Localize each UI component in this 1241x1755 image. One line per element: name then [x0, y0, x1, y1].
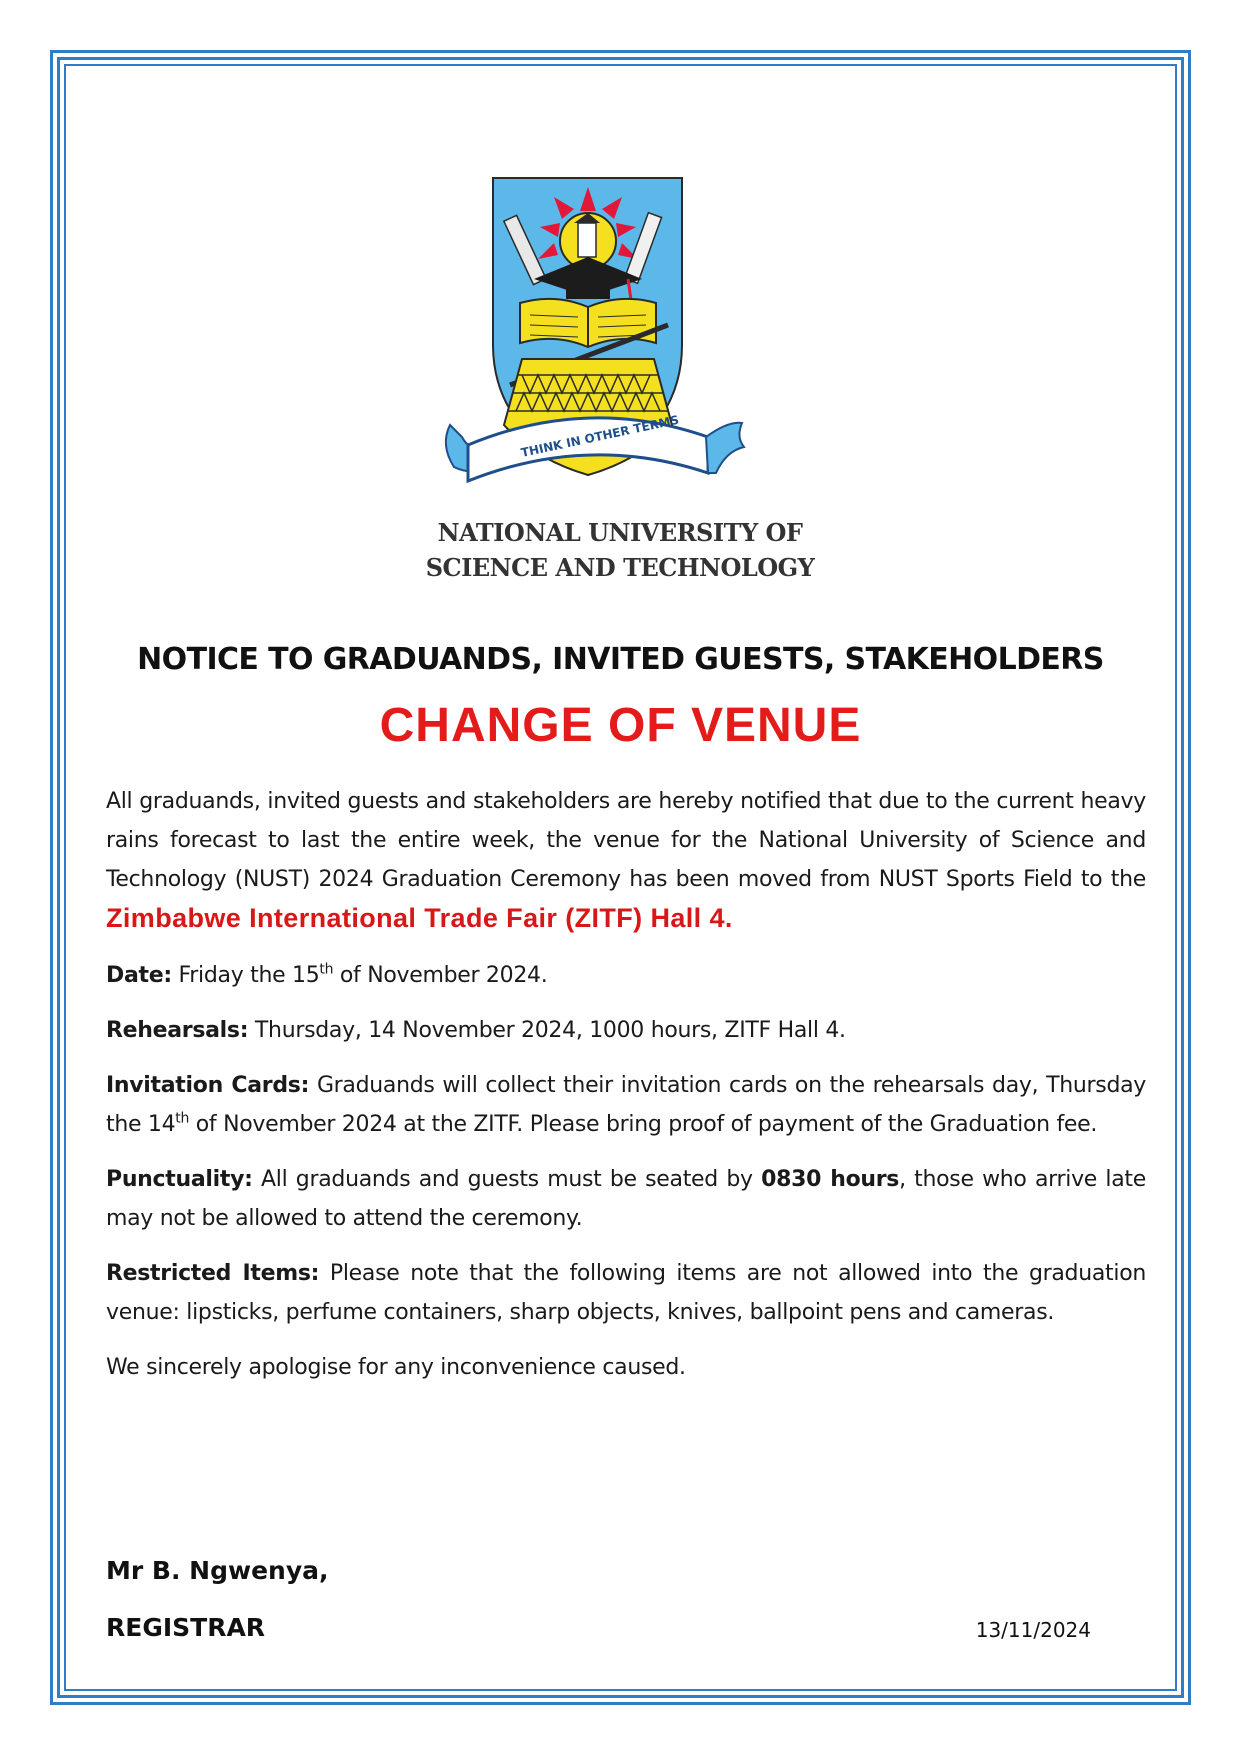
punctuality-label: Punctuality: [106, 1167, 253, 1192]
restricted-label: Restricted Items: [106, 1261, 320, 1286]
date-label: Date: [106, 963, 172, 988]
apology-paragraph [106, 1348, 1146, 1387]
punctuality-time: 0830 hours [761, 1167, 900, 1192]
notice-heading: NOTICE TO GRADUANDS, INVITED GUESTS, STAKEHOLDERS [137, 642, 1104, 677]
university-name-line2: SCIENCE AND TECHNOLOGY [425, 553, 815, 582]
university-name-line1: NATIONAL UNIVERSITY OF [437, 518, 803, 547]
invitation-label: Invitation Cards: [106, 1073, 310, 1098]
restricted-text: Please note that the following items are not allowed into the graduation venue: lipsticks, perfume containers, sharp objects, knives, ballpoint pens and cameras. [106, 1261, 1146, 1325]
intro-text: All graduands, invited guests and stakeholders are hereby notified that due to the current heavy rains forecast to last the entire week, the venue for the National University of Science and Technology (NUST) 2024 Graduation Ceremony has been moved from NUST Sports Field to the [106, 789, 1146, 892]
date-sup: th [319, 961, 334, 978]
rehearsals-label: Rehearsals: [106, 1018, 249, 1043]
invitation-text-pre: Graduands will collect their invitation cards on the rehearsals day, Thursday the 14 [106, 1073, 1147, 1137]
notice-date: 13/11/2024 [975, 1618, 1091, 1642]
restricted-paragraph [106, 1254, 1146, 1332]
punctuality-text-pre: All graduands and guests must be seated by [261, 1167, 753, 1192]
date-text-pre: Friday the 15 [178, 963, 320, 988]
rehearsals-paragraph [106, 1011, 1146, 1050]
notice-body [106, 782, 1146, 1403]
punctuality-paragraph [106, 1160, 1146, 1238]
new-venue-text: Zimbabwe International Trade Fair (ZITF) Hall 4. [106, 903, 733, 933]
motto-ribbon-text [410, 175, 840, 505]
motto-text: THINK IN OTHER TERMS [519, 412, 681, 460]
date-paragraph [106, 956, 1146, 995]
signatory-name: Mr B. Ngwenya, [106, 1556, 329, 1585]
university-name [370, 515, 870, 585]
intro-paragraph [106, 782, 1146, 940]
punctuality-text-post: , those who arrive late may not be allowed to attend the ceremony. [106, 1167, 1146, 1231]
invitation-paragraph [106, 1066, 1146, 1144]
date-text-post: of November 2024. [339, 963, 548, 988]
rehearsals-text: Thursday, 14 November 2024, 1000 hours, ZITF Hall 4. [254, 1018, 846, 1043]
invitation-sup: th [175, 1110, 190, 1127]
change-of-venue-title: CHANGE OF VENUE [379, 699, 862, 752]
invitation-text-post: of November 2024 at the ZITF. Please bring proof of payment of the Graduation fee. [195, 1112, 1098, 1137]
apology-text: We sincerely apologise for any inconvenience caused. [106, 1355, 686, 1380]
svg-text:THINK IN OTHER TERMS [520, 413, 681, 460]
signatory-title: REGISTRAR [106, 1613, 266, 1642]
